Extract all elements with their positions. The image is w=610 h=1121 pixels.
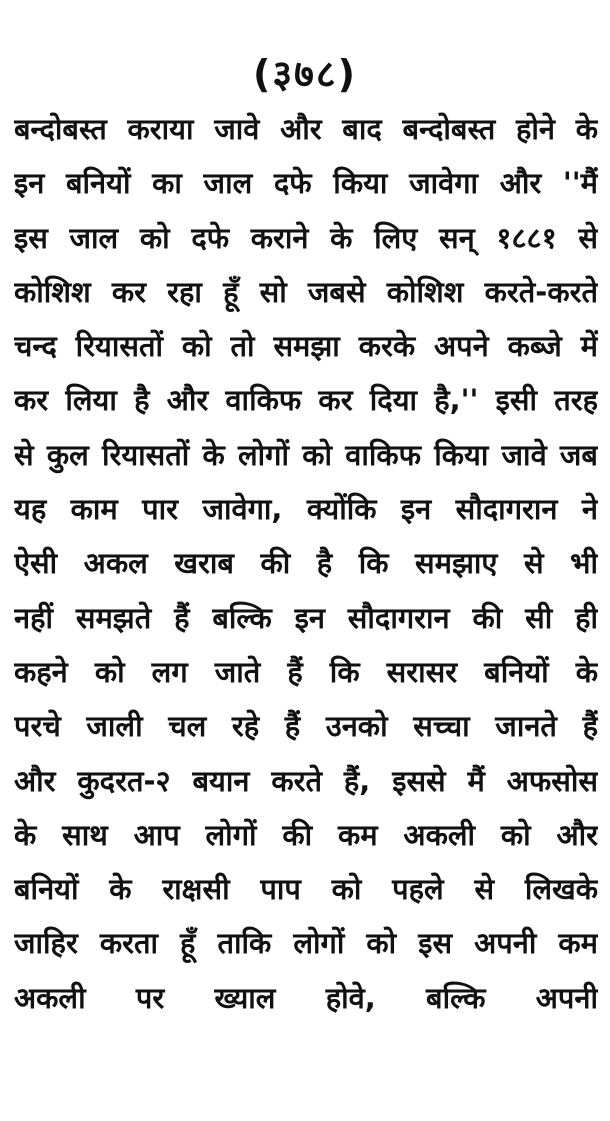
body-text xyxy=(14,102,598,1025)
text-line-15: बनियों के राक्षसी पाप को पहले से लिखके xyxy=(14,872,598,907)
text-line-12: परचे जाली चल रहे हैं उनको सच्चा जानते हैं xyxy=(14,709,598,744)
text-line-11: कहने को लग जाते हैं कि सरासर बनियों के xyxy=(14,654,598,689)
text-line-16: जाहिर करता हूँ ताकि लोगों को इस अपनी कम xyxy=(14,926,598,961)
text-line-1: बन्दोबस्त कराया जावे और बाद बन्दोबस्त होने के xyxy=(14,112,598,146)
text-line-14: के साथ आप लोगों की कम अकली को और xyxy=(14,817,598,852)
text-line-8: यह काम पार जावेगा, क्योंकि इन सौदागरान ने xyxy=(14,492,598,527)
text-line-4: कोशिश कर रहा हूँ सो जबसे कोशिश करते-करते xyxy=(14,274,598,309)
page-number: (३७८) xyxy=(252,52,357,96)
text-line-5: चन्द रियासतों को तो समझा करके अपने कब्जे में xyxy=(14,329,598,364)
text-line-10: नहीं समझते हैं बल्कि इन सौदागरान की सी ही xyxy=(14,600,598,635)
text-line-2: इन बनियों का जाल दफे किया जावेगा और ''मैं xyxy=(14,166,598,201)
text-line-3: इस जाल को दफे कराने के लिए सन् १८८१ से xyxy=(14,220,598,255)
text-line-7: से कुल रियासतों के लोगों को वाकिफ किया जावे जब xyxy=(14,437,598,472)
text-line-6: कर लिया है और वाकिफ कर दिया है,'' इसी तरह xyxy=(14,383,598,418)
text-line-17: अकली पर ख्याल होवे, बल्कि अपनी xyxy=(14,980,598,1015)
text-line-9: ऐसी अकल खराब की है कि समझाए से भी xyxy=(14,546,598,581)
text-line-13: और कुदरत-२ बयान करते हैं, इससे मैं अफसोस xyxy=(14,763,598,798)
